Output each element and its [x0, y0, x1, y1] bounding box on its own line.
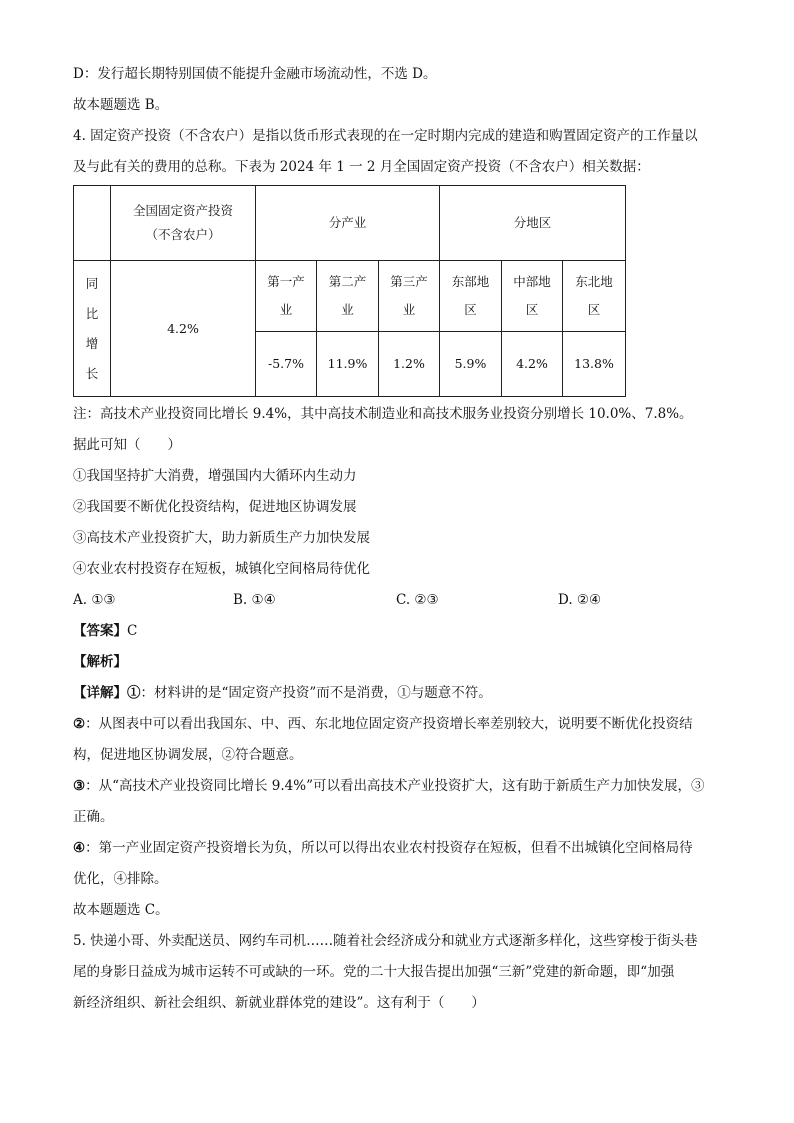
row-label-char: 同	[85, 275, 99, 291]
q4-statement-2: ②我国要不断优化投资结构，促进地区协调发展	[73, 499, 357, 515]
q4-prompt: 据此可知（ ）	[73, 437, 181, 453]
industry-label: 第三产	[390, 274, 428, 289]
q5-stem-line3: 新经济组织、新社会组织、新就业群体党的建设”。这有利于（ ）	[73, 995, 485, 1011]
header-industry-cell: 分产业	[256, 186, 440, 261]
q4-statement-4: ④农业农村投资存在短板，城镇化空间格局待优化	[73, 561, 370, 577]
q4-note: 注：高技术产业投资同比增长 9.4%，其中高技术制造业和高技术服务业投资分别增长 10.0%、7.8%。	[73, 406, 693, 422]
answer-line	[73, 621, 137, 641]
row-label-char: 比	[85, 305, 99, 321]
region-label: 区	[587, 302, 601, 317]
analysis-label: 【解析】	[73, 654, 127, 670]
q5-stem-line1: 5. 快递小哥、外卖配送员、网约车司机……随着社会经济成分和就业方式逐渐多样化，这些穿梭于街头巷	[73, 933, 698, 949]
industry-value-tertiary: 1.2%	[379, 332, 440, 397]
header-total-cell	[111, 186, 256, 261]
detail-3-line2: 正确。	[73, 809, 114, 825]
detail-1-text: ：材料讲的是“固定资产投资”而不是消费，①与题意不符。	[140, 685, 492, 701]
industry-header-primary	[256, 261, 317, 332]
region-value-northeast: 13.8%	[563, 332, 626, 397]
detail-2-text: ：从图表中可以看出我国东、中、西、东北地位固定资产投资增长率差别较大，说明要不断优化投资结	[85, 716, 693, 732]
choice-c: C. ②③	[396, 592, 439, 608]
region-header-east	[440, 261, 502, 332]
choice-d: D. ②④	[558, 592, 602, 608]
industry-value-primary: -5.7%	[256, 332, 317, 397]
region-label: 中部地	[513, 274, 551, 289]
q5-stem-line2: 尾的身影日益成为城市运转不可或缺的一环。党的二十大报告提出加强“三新”党建的新命题，即“加强	[73, 964, 675, 980]
q4-choices	[73, 590, 733, 610]
total-value-cell: 4.2%	[111, 261, 256, 397]
detail-2-line1	[73, 714, 693, 734]
detail-1	[73, 683, 492, 703]
region-value-central: 4.2%	[502, 332, 563, 397]
q4-stem-line2: 及与此有关的费用的总称。下表为 2024 年 1 一 2 月全国固定资产投资（不含农户）相关数据：	[73, 159, 650, 175]
q4-statement-1: ①我国坚持扩大消费，增强国内大循环内生动力	[73, 468, 357, 484]
industry-label: 业	[279, 302, 293, 317]
table-corner-cell	[74, 186, 111, 261]
region-header-central	[502, 261, 563, 332]
industry-header-secondary	[317, 261, 379, 332]
region-label: 东部地	[451, 274, 490, 289]
region-label: 区	[464, 302, 477, 317]
investment-table	[73, 185, 626, 397]
industry-label: 业	[341, 302, 354, 317]
row-label-char: 长	[85, 365, 99, 381]
industry-header-tertiary	[379, 261, 440, 332]
region-header-northeast	[563, 261, 626, 332]
industry-value-secondary: 11.9%	[317, 332, 379, 397]
detail-3-line1	[73, 776, 705, 796]
industry-label: 第二产	[328, 274, 367, 289]
detail-4-line2: 优化，④排除。	[73, 871, 168, 887]
detail-3-head: ③	[73, 778, 86, 794]
q4-stem-line1: 4. 固定资产投资（不含农户）是指以货币形式表现的在一定时期内完成的建造和购置固定资产的工作量以	[73, 128, 698, 144]
detail-2-head: ②	[73, 716, 86, 732]
detail-2-line2: 构，促进地区协调发展，②符合题意。	[73, 747, 303, 763]
q3-conclusion: 故本题题选 B。	[73, 97, 169, 113]
detail-label: 【详解】	[73, 685, 127, 701]
header-total-line1: 全国固定资产投资	[132, 203, 233, 218]
answer-value: C	[127, 623, 138, 639]
detail-4-text: ：第一产业固定资产投资增长为负，所以可以得出农业农村投资存在短板，但看不出城镇化空间格局待	[85, 840, 693, 856]
industry-label: 第一产	[267, 274, 305, 289]
answer-label: 【答案】	[73, 623, 127, 639]
row-label-cell	[74, 261, 111, 397]
choice-a: A. ①③	[73, 592, 116, 608]
region-label: 区	[525, 302, 539, 317]
q4-statement-3: ③高技术产业投资扩大，助力新质生产力加快发展	[73, 530, 370, 546]
q4-conclusion: 故本题题选 C。	[73, 902, 169, 918]
header-total-line2: （不含农户）	[145, 227, 221, 242]
detail-3-text: ：从“高技术产业投资同比增长 9.4%”可以看出高技术产业投资扩大，这有助于新质生产力加快发展，③	[85, 778, 705, 794]
detail-4-head: ④	[73, 840, 86, 856]
q3-option-d-note: D：发行超长期特别国债不能提升金融市场流动性，不选 D。	[73, 66, 437, 82]
detail-4-line1	[73, 838, 693, 858]
header-region-cell: 分地区	[440, 186, 626, 261]
region-value-east: 5.9%	[440, 332, 502, 397]
industry-label: 业	[402, 302, 416, 317]
row-label-char: 增	[85, 335, 99, 351]
choice-b: B. ①④	[233, 592, 276, 608]
region-label: 东北地	[575, 274, 613, 289]
detail-1-head: ①	[127, 685, 141, 701]
